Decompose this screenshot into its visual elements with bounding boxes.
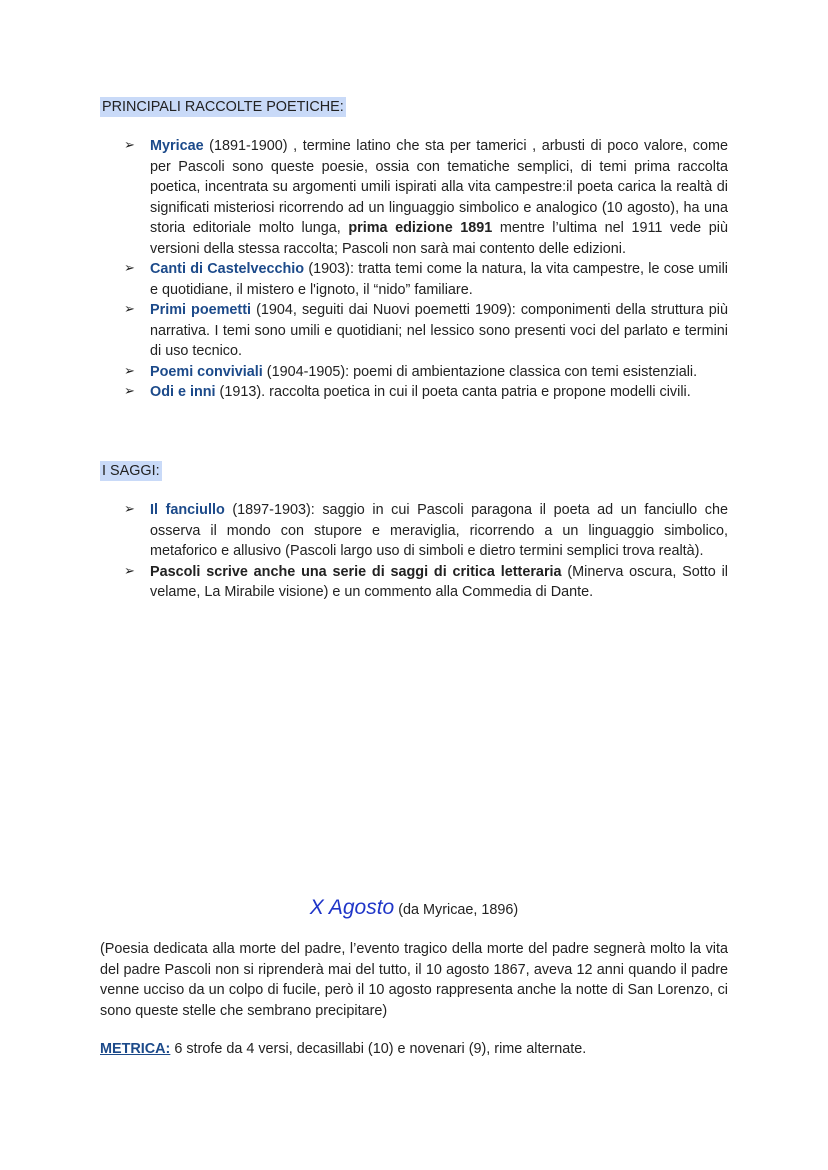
- item-title: Myricae: [150, 138, 204, 154]
- item-title: Il fanciullo: [150, 502, 225, 518]
- item-text: (Minerva oscura, Sotto il velame, La Mirabile visione) e un commento alla Commedia di Dante.: [150, 563, 728, 600]
- item-title: Primi poemetti: [150, 302, 252, 318]
- arrow-bullet-icon: ➢: [124, 261, 135, 276]
- metrica-line: [100, 1039, 728, 1059]
- item-bold: Pascoli scrive anche una serie di saggi di critica letteraria: [150, 563, 562, 580]
- arrow-bullet-icon: ➢: [124, 384, 135, 399]
- poem-note: (Poesia dedicata alla morte del padre, l’evento tragico della morte del padre segnerà molto la vita del padre Pascoli non si riprenderà mai del tutto, il 10 agosto 1867, aveva 12 anni quando il padre venne ucciso da un colpo di fucile, però il 10 agosto rappresenta anche la notte di San Lorenzo, ci sono queste stelle che sembrano precipitare): [100, 941, 728, 1019]
- item-text: (1903): tratta temi come la natura, la vita campestre, le cose umili e quotidiane, il mistero e l'ignoto, il “nido” familiare.: [150, 261, 728, 298]
- section-heading-saggi: I SAGGI:: [102, 463, 160, 479]
- list-item-saggi-critica: [124, 562, 728, 603]
- item-text: (1891-1900) , termine latino che sta per tamerici , arbusti di poco valore, come per Pascoli sono queste poesie, ossia con tematiche semplici, di temi prima raccolta poetica, incentrata su argomenti umili ispirati alla vita campestre:il poeta carica la realtà di significati misteriosi ricorrendo ad un linguaggio simbolico e analogico (10 agosto), ha una storia editoriale molto lunga,: [150, 138, 728, 236]
- arrow-bullet-icon: ➢: [124, 363, 135, 379]
- item-text: (1913). raccolta poetica in cui il poeta canta patria e propone modelli civili.: [215, 384, 691, 400]
- section-heading-raccolte: PRINCIPALI RACCOLTE POETICHE:: [102, 99, 344, 115]
- metrica-label: METRICA:: [100, 1041, 171, 1057]
- list-item-canti-di-castelvecchio: [124, 259, 728, 300]
- list-item-il-fanciullo: [124, 500, 728, 562]
- arrow-bullet-icon: ➢: [124, 138, 135, 153]
- saggi-list: [124, 500, 728, 603]
- poem-title-line: [0, 896, 828, 920]
- list-item-poemi-conviviali: [124, 362, 728, 383]
- list-item-primi-poemetti: [124, 300, 728, 362]
- item-text: (1904-1905): poemi di ambientazione classica con temi esistenziali.: [262, 363, 698, 380]
- list-item-odi-e-inni: [124, 382, 728, 403]
- metrica-text: 6 strofe da 4 versi, decasillabi (10) e novenari (9), rime alternate.: [170, 1041, 587, 1057]
- item-text-2: mentre l’ultima nel 1911 vede più versioni della stessa raccolta; Pascoli non sarà mai contento delle edizioni.: [150, 220, 728, 257]
- item-title: Canti di Castelvecchio: [150, 261, 305, 277]
- arrow-bullet-icon: ➢: [124, 302, 135, 317]
- arrow-bullet-icon: ➢: [124, 502, 135, 517]
- arrow-bullet-icon: ➢: [124, 563, 135, 579]
- poem-subtitle: (da Myricae, 1896): [394, 902, 519, 918]
- item-bold: prima edizione 1891: [348, 220, 493, 236]
- item-title: Odi e inni: [150, 384, 216, 400]
- item-text: (1904, seguiti dai Nuovi poemetti 1909): componimenti della struttura più narrativa. I temi sono umili e quotidiani; nel lessico sono presenti voci del parlato e termini di uso tecnico.: [150, 302, 728, 359]
- list-item-myricae: [124, 136, 728, 259]
- poem-title: X Agosto: [309, 896, 395, 919]
- raccolte-list: [124, 136, 728, 403]
- item-title: Poemi conviviali: [150, 363, 263, 380]
- item-text: (1897-1903): saggio in cui Pascoli paragona il poeta ad un fanciullo che osserva il mondo con stupore e meraviglia, ricorrendo a un linguaggio simbolico, metaforico e allusivo (Pascoli largo uso di simboli e dietro termini semplici trova realtà).: [150, 502, 728, 559]
